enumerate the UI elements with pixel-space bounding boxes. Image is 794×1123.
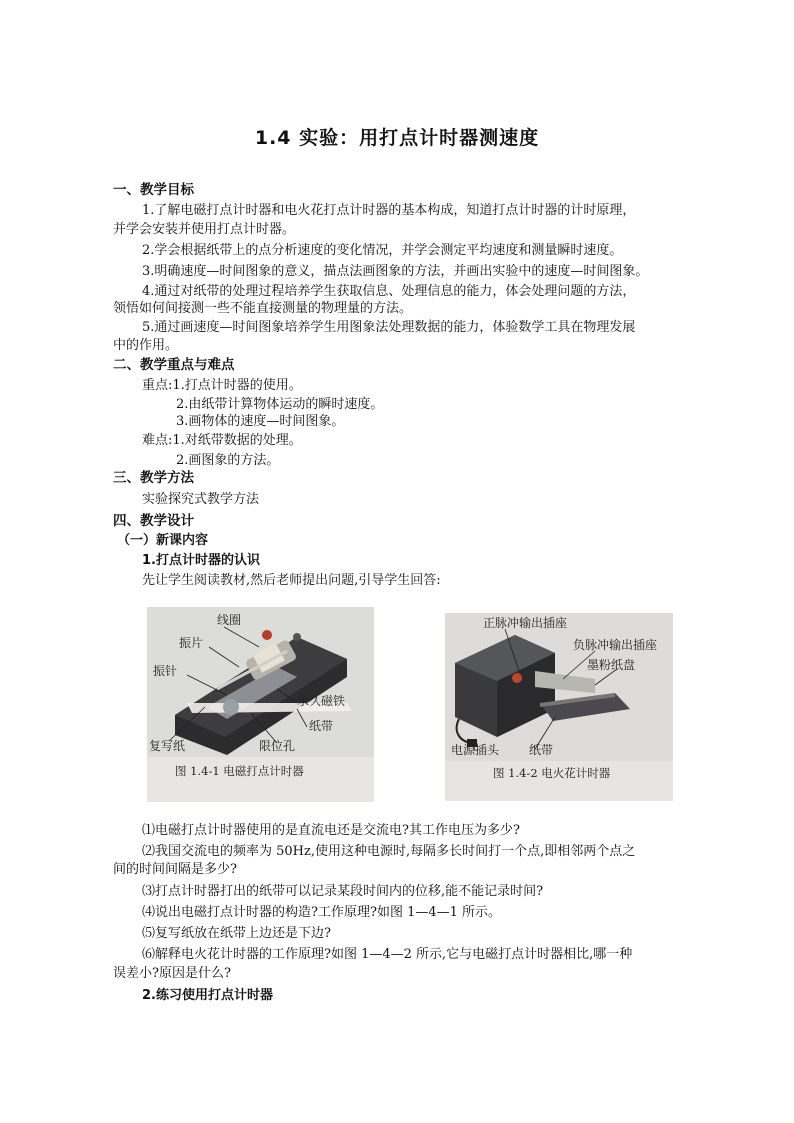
label-carbon-paper: 复写纸	[149, 739, 186, 753]
label-vibrating-needle: 振针	[153, 664, 178, 678]
objective-line: 1.了解电磁打点计时器和电火花打点计时器的基本构成，知道打点计时器的计时原理，	[142, 203, 636, 218]
key-point-line: 2.由纸带计算物体运动的瞬时速度。	[176, 397, 384, 412]
question-line: 误差小?原因是什么?	[113, 966, 231, 981]
label-limit-hole: 限位孔	[259, 739, 296, 753]
section-heading-design: 四、教学设计	[113, 513, 194, 529]
key-point-line: 重点:1.打点计时器的使用。	[142, 378, 302, 393]
subsection-heading: （一）新课内容	[117, 533, 209, 548]
objective-line: 2.学会根据纸带上的点分析速度的变化情况，并学会测定平均速度和测量瞬时速度。	[142, 243, 623, 258]
objective-line: 4.通过对纸带的处理过程培养学生获取信息、处理信息的能力，体会处理问题的方法，	[142, 284, 636, 299]
section-heading-key-points: 二、教学重点与难点	[113, 357, 235, 373]
label-power-plug: 电源插头	[451, 743, 500, 757]
figure-electromagnetic-timer	[147, 607, 374, 802]
question-line: 间的时间间隔是多少?	[113, 862, 237, 877]
difficulty-line: 难点:1.对纸带数据的处理。	[142, 433, 302, 448]
objective-line: 5.通过画速度—时间图象培养学生用图象法处理数据的能力，体验数学工具在物理发展	[142, 320, 636, 335]
question-line: ⑶打点计时器打出的纸带可以记录某段时间内的位移,能不能记录时间?	[142, 884, 544, 899]
objective-line: 中的作用。	[113, 338, 179, 353]
question-line: ⑴电磁打点计时器使用的是直流电还是交流电?其工作电压为多少?	[142, 823, 520, 838]
figure-caption: 图 1.4-1 电磁打点计时器	[175, 764, 304, 778]
question-line: ⑸复写纸放在纸带上边还是下边?	[142, 926, 331, 941]
question-line: ⑷说出电磁打点计时器的构造?工作原理?如图 1—4—1 所示。	[142, 905, 502, 920]
objective-line: 并学会安装并使用打点计时器。	[113, 222, 296, 237]
objective-line: 3.明确速度—时间图象的意义，描点法画图象的方法，并画出实验中的速度—时间图象。	[142, 264, 649, 279]
item-heading: 2.练习使用打点计时器	[142, 988, 273, 1003]
difficulty-line: 2.画图象的方法。	[176, 453, 280, 468]
question-line: ⑹解释电火花计时器的工作原理?如图 1—4—2 所示,它与电磁打点计时器相比,哪一种	[142, 947, 633, 962]
section-heading-methods: 三、教学方法	[113, 470, 194, 486]
label-paper-tape: 纸带	[309, 719, 334, 733]
methods-text: 实验探究式教学方法	[142, 492, 260, 507]
objective-line: 领悟如何间接测一些不能直接测量的物理量的方法。	[113, 301, 413, 316]
page-title: 1.4 实验：用打点计时器测速度	[254, 127, 540, 149]
label-coil: 线圈	[217, 613, 242, 627]
label-positive-pulse-socket: 正脉冲输出插座	[483, 616, 568, 630]
figure-caption: 图 1.4-2 电火花计时器	[493, 766, 611, 780]
item-heading: 1.打点计时器的认识	[142, 553, 260, 568]
figure-spark-timer	[445, 613, 673, 801]
label-permanent-magnet: 永久磁铁	[297, 694, 346, 708]
question-line: ⑵我国交流电的频率为 50Hz,使用这种电源时,每隔多长时间打一个点,即相邻两个点之	[142, 844, 636, 859]
key-point-line: 3.画物体的速度—时间图象。	[176, 414, 345, 429]
label-negative-pulse-socket: 负脉冲输出插座	[573, 638, 658, 652]
label-vibrating-plate: 振片	[179, 636, 204, 650]
intro-text: 先让学生阅读教材,然后老师提出问题,引导学生回答:	[142, 573, 441, 588]
label-toner-disc: 墨粉纸盘	[587, 658, 636, 672]
label-paper-tape: 纸带	[529, 743, 554, 757]
section-heading-objectives: 一、教学目标	[113, 182, 194, 198]
